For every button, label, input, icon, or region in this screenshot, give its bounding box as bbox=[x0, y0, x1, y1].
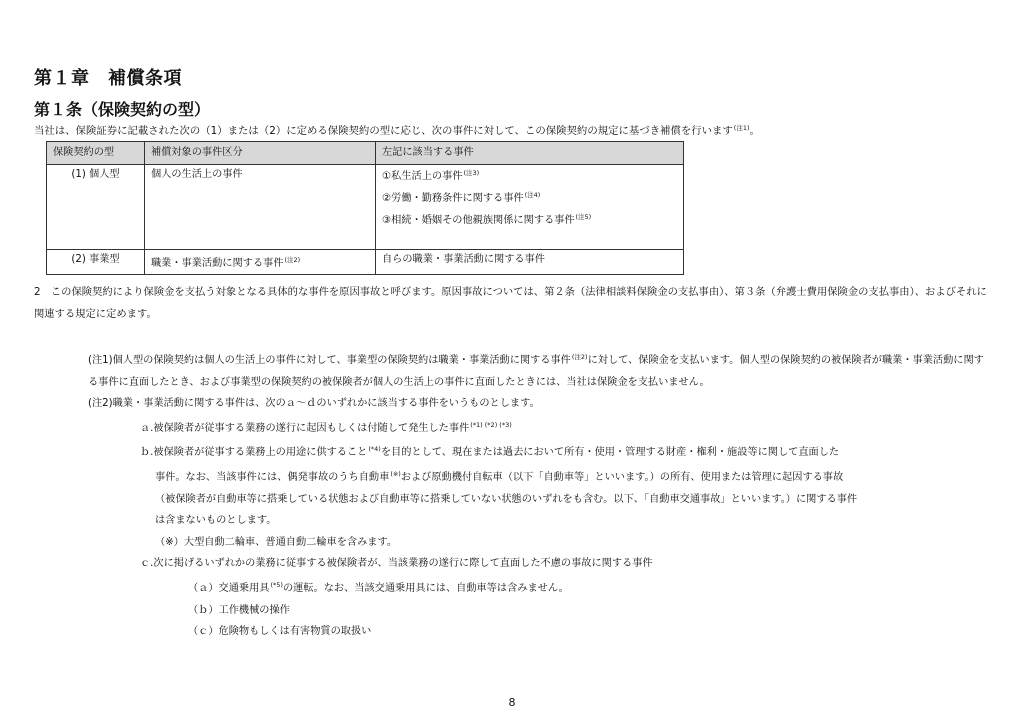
note-2-item-c-c: （ｃ）危険物もしくは有害物質の取扱い bbox=[188, 626, 372, 638]
note-2: (注2)職業・事業活動に関する事件は、次のａ～ｄのいずれかに該当する事件をいうものとします。 bbox=[88, 398, 540, 410]
table-header-row bbox=[47, 142, 684, 165]
event-item: ③相続・婚姻その他親族関係に関する事件$^{(注5)}$ bbox=[382, 213, 592, 226]
event-item: ①私生活上の事件$^{(注3)}$ bbox=[382, 169, 480, 182]
note-2-item-b-cont: （被保険者が自動車等に搭乗している状態および自動車等に搭乗していない状態のいずれをも含む。以下、「自動車交通事故」といいます。）に関する事件 bbox=[155, 493, 858, 505]
note-ref: (注2) bbox=[571, 353, 588, 361]
contract-type-table bbox=[46, 141, 684, 275]
event-note-ref: (注4) bbox=[524, 191, 541, 199]
row-events-individual bbox=[376, 165, 684, 250]
table-header-category: 補償対象の事件区分 bbox=[145, 142, 376, 165]
row-events-business: 自らの職業・事業活動に関する事件 bbox=[376, 250, 684, 275]
note-ref: (*1) (*2) (*3) bbox=[470, 420, 512, 429]
chapter-title: 第１章 補償条項 bbox=[34, 68, 182, 89]
intro-end: 。 bbox=[749, 125, 760, 137]
note-2-item-b: ｂ.被保険者が従事する業務上の用途に供すること$^{(*4)}$を目的として、現在または過去において所有・使用・管理する財産・権利・施設等に関して直面した bbox=[140, 445, 840, 459]
event-note-ref: (注5) bbox=[575, 213, 592, 221]
notes-section bbox=[88, 347, 990, 643]
note-2-item-c-b: （ｂ）工作機械の操作 bbox=[188, 604, 290, 616]
table-header-type: 保険契約の型 bbox=[47, 142, 145, 165]
note-2-item-b-cont: 事件。なお、当該事件には、偶発事故のうち自動車(※)および原動機付自転車（以下「自動車等」といいます。）の所有、使用または管理に起因する事故 bbox=[155, 469, 844, 483]
row-category-individual: 個人の生活上の事件 bbox=[145, 165, 376, 250]
note-ref: (*5) bbox=[270, 580, 283, 589]
note-2-item-c-a: （ａ）交通乗用具$^{(*5)}$の運転。なお、当該交通乗用具には、自動車等は含みません。 bbox=[188, 580, 569, 594]
note-2-item-c: ｃ.次に掲げるいずれかの業務に従事する被保険者が、当該業務の遂行に際して直面した不慮の事故に関する事件 bbox=[140, 558, 653, 570]
note-ref: (*4) bbox=[368, 445, 381, 454]
page-number: 8 bbox=[508, 696, 516, 709]
event-note-ref: (注3) bbox=[463, 169, 480, 177]
note-2-item-b-cont: は含まないものとします。 bbox=[155, 515, 277, 527]
note-1: (注1)個人型の保険契約は個人の生活上の事件に対して、事業型の保険契約は職業・事業活動に関する事件$^{(注2)}$に対して、保険金を支払います。個人型の保険契約の被保険者が職業・事業活動に関する事件に直面したとき、および事業型の保険契約の被保険者が個人の生活上の事件に直面したときには、当社は保険金を支払いません。 bbox=[88, 353, 984, 388]
note-2-item-b-remark: （※）大型自動二輪車、普通自動二輪車を含みます。 bbox=[155, 536, 398, 548]
event-item: ②労働・勤務条件に関する事件$^{(注4)}$ bbox=[382, 191, 541, 204]
article-title: 第１条（保険契約の型） bbox=[34, 100, 211, 119]
category-note-ref: (注2) bbox=[284, 256, 301, 264]
intro-paragraph bbox=[34, 122, 760, 137]
note-2-item-a: ａ.被保険者が従事する業務の遂行に起因もしくは付随して発生した事件$^{(*1) (*2) (*3)}$ bbox=[140, 420, 512, 434]
table-header-events: 左記に該当する事件 bbox=[376, 142, 684, 165]
row-type-individual: (1) 個人型 bbox=[47, 165, 145, 250]
paragraph-2: 2 この保険契約により保険金を支払う対象となる具体的な事件を原因事故と呼びます。原因事故については、第２条（法律相談料保険金の支払事由）、第３条（弁護士費用保険金の支払事由）、およびそれに関連する規定に定めます。 bbox=[34, 286, 987, 320]
row-category-business: 職業・事業活動に関する事件$^{(注2)}$ bbox=[145, 250, 376, 275]
intro-text: 当社は、保険証券に記載された次の（1）または（2）に定める保険契約の型に応じ、次の事件に対して、この保険契約の規定に基づき補償を行います bbox=[34, 125, 733, 137]
intro-note-ref: (注1) bbox=[733, 124, 750, 132]
note-ref: (※) bbox=[390, 469, 401, 478]
table-row bbox=[47, 250, 684, 275]
row-type-business: (2) 事業型 bbox=[47, 250, 145, 275]
table-row bbox=[47, 165, 684, 250]
